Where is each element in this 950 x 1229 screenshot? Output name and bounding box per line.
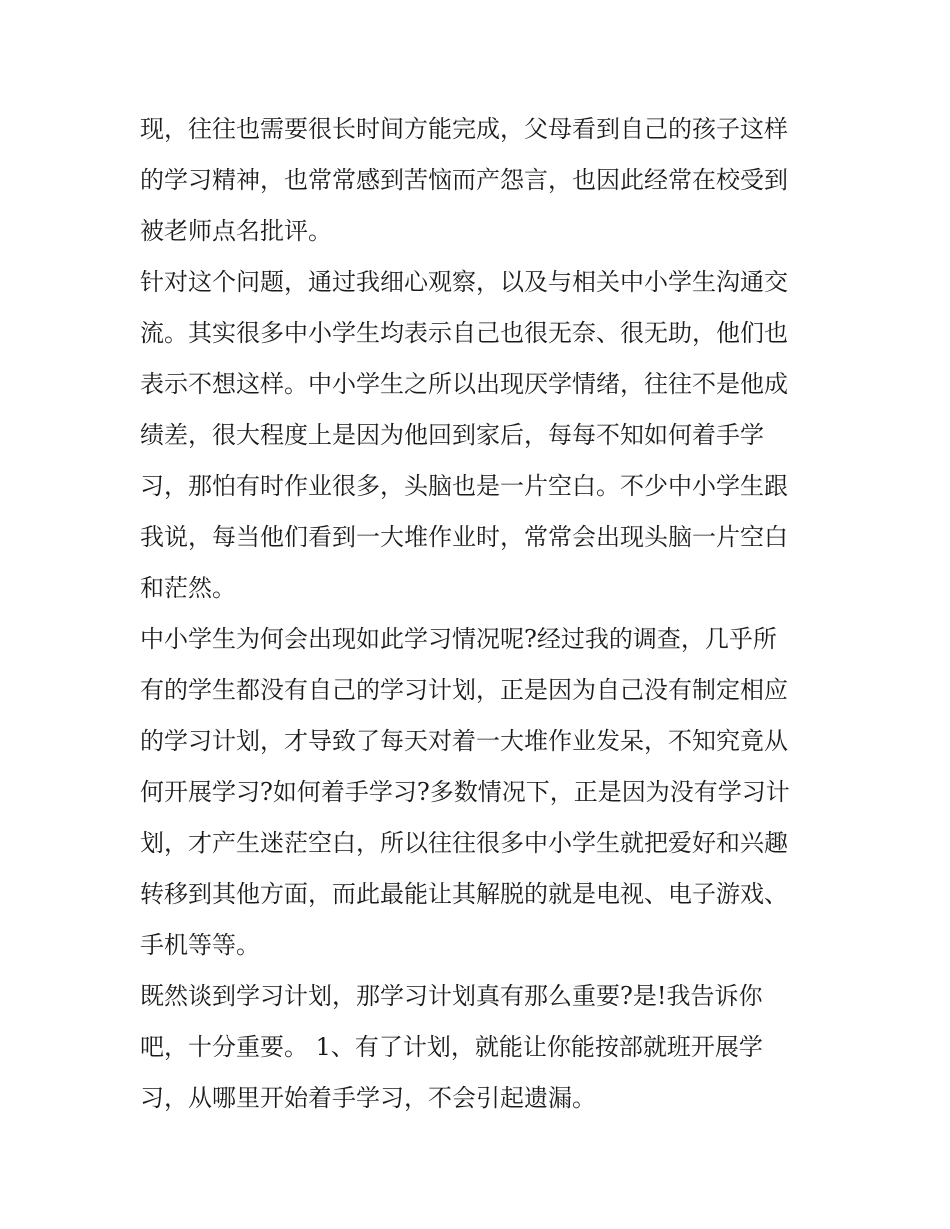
text-line: 的学习精神，也常常感到苦恼而产怨言，也因此经常在校受到: [140, 166, 788, 194]
text-line: 中小学生为何会出现如此学习情况呢?经过我的调查，几乎所: [140, 625, 777, 653]
text-line: 吧，十分重要。 1、有了计划，就能让你能按部就班开展学: [140, 1033, 763, 1061]
text-line: 绩差，很大程度上是因为他回到家后，每每不知如何着手学: [140, 421, 764, 449]
text-line: 何开展学习?如何着手学习?多数情况下，正是因为没有学习计: [140, 778, 790, 806]
text-line: 现，往往也需要很长时间方能完成，父母看到自己的孩子这样: [140, 115, 788, 143]
body-text: [140, 104, 820, 1124]
text-line: 被老师点名批评。: [140, 217, 332, 245]
text-line: 习，那怕有时作业很多，头脑也是一片空白。不少中小学生跟: [140, 472, 788, 500]
text-line: 既然谈到学习计划，那学习计划真有那么重要?是!我告诉你: [140, 982, 763, 1010]
text-line: 的学习计划，才导致了每天对着一大堆作业发呆，不知究竟从: [140, 727, 788, 755]
text-line: 和茫然。: [140, 574, 236, 602]
text-line: 习，从哪里开始着手学习，不会引起遗漏。: [140, 1084, 596, 1112]
text-line: 划，才产生迷茫空白，所以往往很多中小学生就把爱好和兴趣: [140, 829, 788, 857]
text-line: 有的学生都没有自己的学习计划，正是因为自己没有制定相应: [140, 676, 788, 704]
text-line: 流。其实很多中小学生均表示自己也很无奈、很无助，他们也: [140, 319, 788, 347]
text-line: 我说，每当他们看到一大堆作业时，常常会出现头脑一片空白: [140, 523, 788, 551]
text-line: 表示不想这样。中小学生之所以出现厌学情绪，往往不是他成: [140, 370, 788, 398]
text-line: 针对这个问题，通过我细心观察，以及与相关中小学生沟通交: [140, 268, 788, 296]
text-line: 转移到其他方面，而此最能让其解脱的就是电视、电子游戏、: [140, 880, 788, 908]
text-line: 手机等等。: [140, 931, 260, 959]
